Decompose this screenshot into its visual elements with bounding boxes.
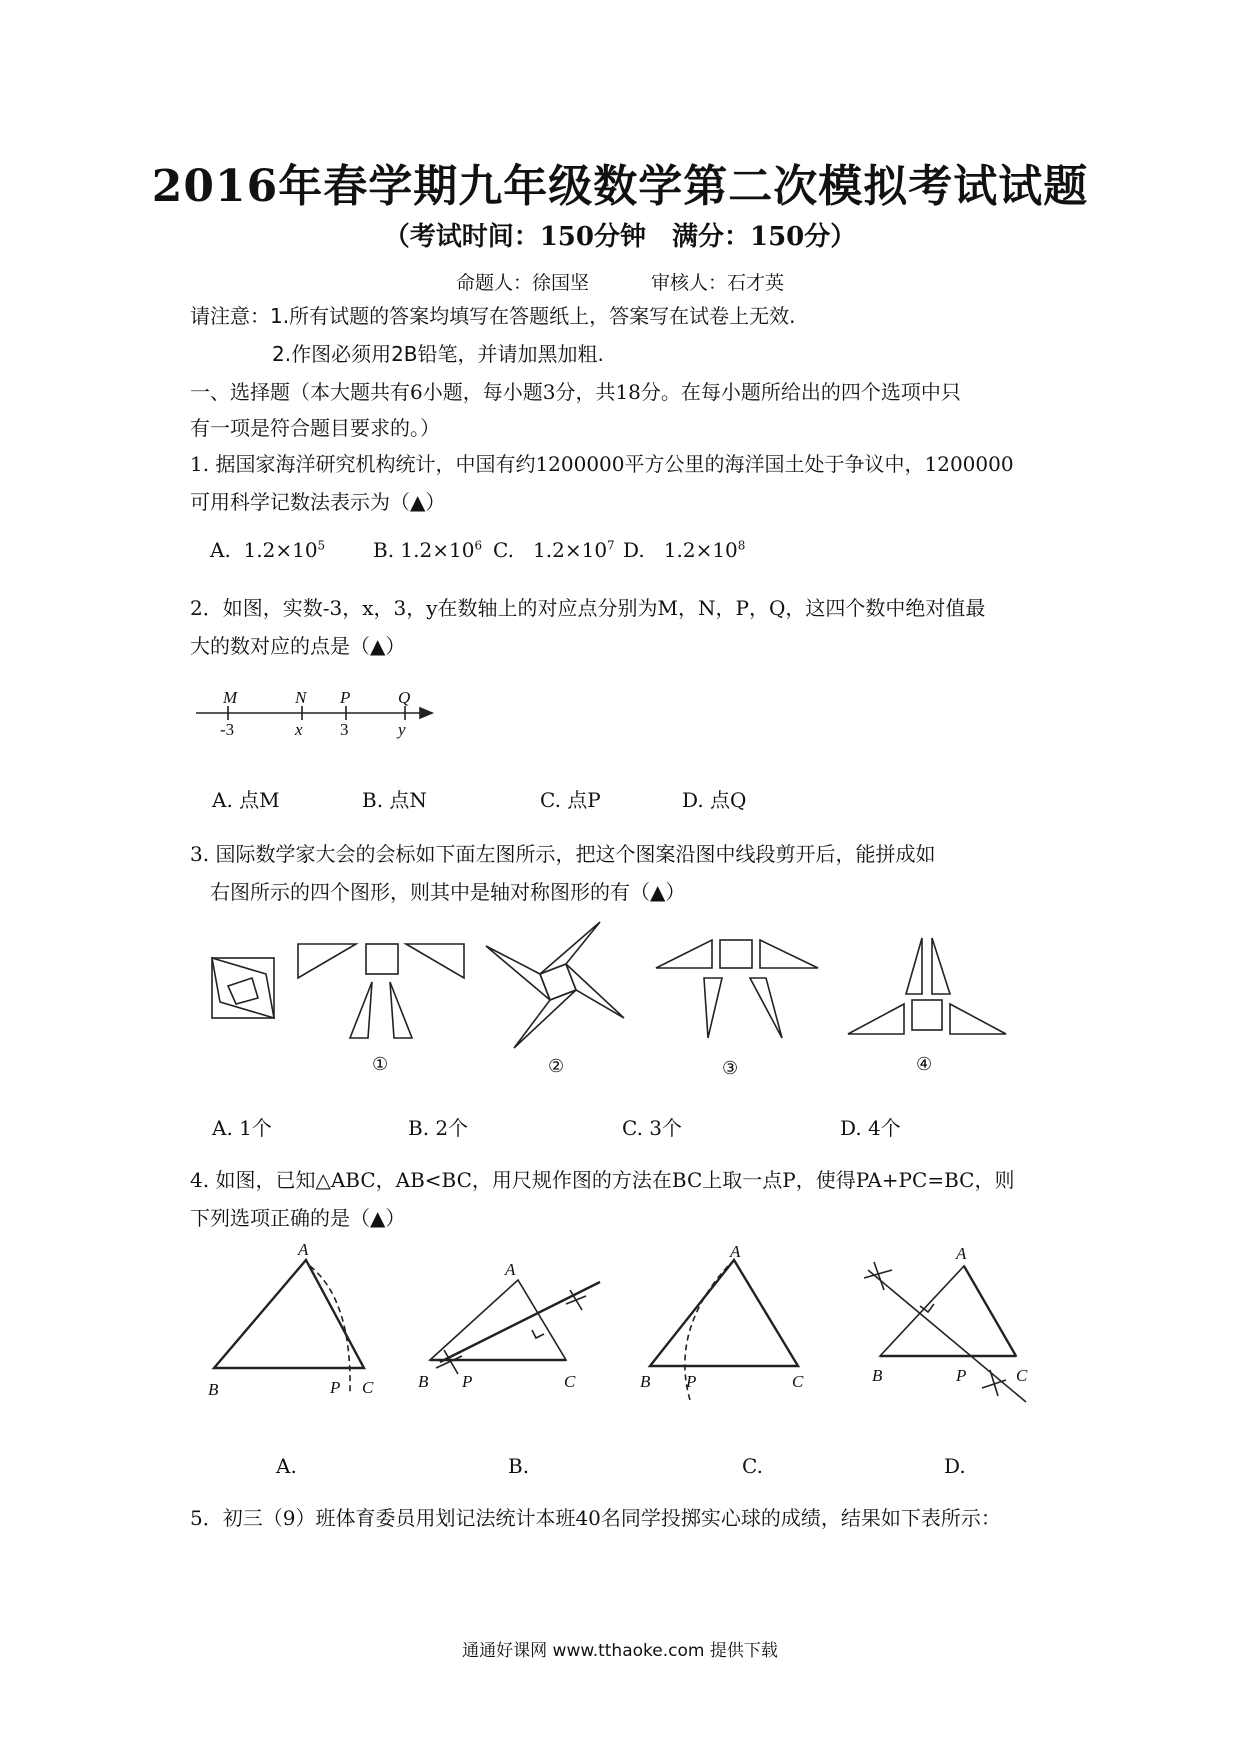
axis-value-m: -3 [220, 720, 235, 739]
construction-figure-c [650, 1260, 798, 1400]
axis-point-n: N [295, 688, 307, 707]
q1-option-c-label: C. [493, 538, 514, 562]
fig-b-label-a: A [505, 1260, 516, 1279]
q1-option-a-exp: 5 [317, 538, 326, 553]
q3-option-a: A. 1个 [212, 1116, 272, 1140]
fig-d-label-p: P [956, 1366, 967, 1385]
note-line-2: 2.作图必须用2B铅笔，并请加黑加粗. [272, 342, 604, 366]
fig-a-label-p: P [330, 1378, 341, 1397]
fig-d-label-b: B [872, 1366, 883, 1385]
q1-stem-line-1: 1. 据国家海洋研究机构统计，中国有约1200000平方公里的海洋国土处于争议中，1200000 [190, 452, 1014, 476]
q1-option-b-label: B. [373, 538, 395, 562]
construction-figure-b [430, 1280, 600, 1374]
section-heading-line-2: 有一项是符合题目要求的。） [190, 416, 440, 440]
figure-4 [848, 938, 1006, 1034]
fig-d-label-a: A [956, 1244, 967, 1263]
footer-credit: 通通好课网 www.tthaoke.com 提供下载 [462, 1641, 778, 1661]
axis-point-q: Q [398, 688, 411, 707]
q2-option-d: D. 点Q [682, 788, 747, 812]
fig-c-label-a: A [730, 1242, 741, 1261]
figure-3 [656, 940, 818, 1038]
construction-figure-d [864, 1262, 1026, 1402]
q2-option-c: C. 点P [540, 788, 601, 812]
emblem-figure [212, 958, 274, 1018]
fig-b-label-p: P [462, 1372, 473, 1391]
q4-option-c: C. [742, 1454, 763, 1478]
q4-stem-line-1: 4. 如图，已知△ABC，AB<BC，用尺规作图的方法在BC上取一点P，使得PA+PC=BC，则 [190, 1168, 1015, 1192]
q1-option-c-exp: 7 [607, 538, 615, 553]
construction-figure-a [214, 1260, 364, 1392]
q3-stem-line-1: 3. 国际数学家大会的会标如下面左图所示，把这个图案沿图中线段剪开后，能拼成如 [190, 842, 936, 866]
q3-option-b: B. 2个 [408, 1116, 469, 1140]
axis-point-p: P [340, 688, 351, 707]
q5-stem-line-1: 5．初三（9）班体育委员用划记法统计本班40名同学投掷实心球的成绩，结果如下表所示： [190, 1506, 1001, 1530]
axis-point-m: M [223, 688, 238, 707]
number-line [196, 706, 432, 720]
q3-option-c: C. 3个 [622, 1116, 683, 1140]
setter: 命题人：徐国坚 [455, 272, 589, 294]
q3-option-d: D. 4个 [840, 1116, 901, 1140]
figure-label-2: ② [548, 1056, 565, 1077]
q2-stem-line-2: 大的数对应的点是（▲） [190, 634, 406, 658]
q2-option-b: B. 点N [362, 788, 427, 812]
figure-2 [486, 922, 624, 1048]
fig-c-label-b: B [640, 1372, 651, 1391]
reviewer: 审核人：石才英 [651, 272, 785, 294]
fig-a-label-c: C [362, 1378, 374, 1397]
axis-value-q: y [398, 720, 406, 739]
figure-label-3: ③ [722, 1058, 739, 1079]
figure-1 [298, 944, 464, 1038]
q1-option-b-exp: 6 [474, 538, 483, 553]
exam-subtitle: （考试时间：150分钟 满分：150分） [383, 222, 857, 252]
fig-d-label-c: C [1016, 1366, 1028, 1385]
fig-c-label-c: C [792, 1372, 804, 1391]
q4-option-d: D. [944, 1454, 966, 1478]
figure-label-1: ① [372, 1054, 389, 1075]
q2-option-a: A. 点M [212, 788, 280, 812]
q4-stem-line-2: 下列选项正确的是（▲） [190, 1206, 406, 1230]
q2-stem-line-1: 2．如图，实数-3，x，3，y在数轴上的对应点分别为M，N，P，Q，这四个数中绝对值最 [190, 596, 986, 620]
q1-option-b-base: 1.2×10 [400, 538, 475, 562]
q4-option-b: B. [508, 1454, 530, 1478]
axis-value-n: x [295, 720, 303, 739]
q3-stem-line-2: 右图所示的四个图形，则其中是轴对称图形的有（▲） [210, 880, 686, 904]
fig-a-label-b: B [208, 1380, 219, 1399]
note-line-1: 请注意：1.所有试题的答案均填写在答题纸上，答案写在试卷上无效. [190, 304, 796, 328]
fig-b-label-c: C [564, 1372, 576, 1391]
axis-value-p: 3 [340, 720, 349, 739]
fig-b-label-b: B [418, 1372, 429, 1391]
figure-label-4: ④ [916, 1054, 933, 1075]
exam-title: 2016年春学期九年级数学第二次模拟考试试题 [151, 161, 1089, 212]
q1-option-a-base: 1.2×10 [243, 538, 318, 562]
q4-option-a: A. [276, 1454, 297, 1478]
fig-a-label-a: A [298, 1240, 309, 1259]
fig-c-label-p: P [686, 1372, 697, 1391]
section-heading-line-1: 一、选择题（本大题共有6小题，每小题3分，共18分。在每小题所给出的四个选项中只 [190, 380, 961, 404]
q1-stem-line-2: 可用科学记数法表示为（▲） [190, 490, 446, 514]
q1-option-d-base: 1.2×10 [663, 538, 738, 562]
q1-option-d-exp: 8 [737, 538, 746, 553]
q1-option-d-label: D. [623, 538, 645, 562]
q1-option-a-label: A. [210, 538, 231, 562]
q1-option-c-base: 1.2×10 [533, 538, 608, 562]
